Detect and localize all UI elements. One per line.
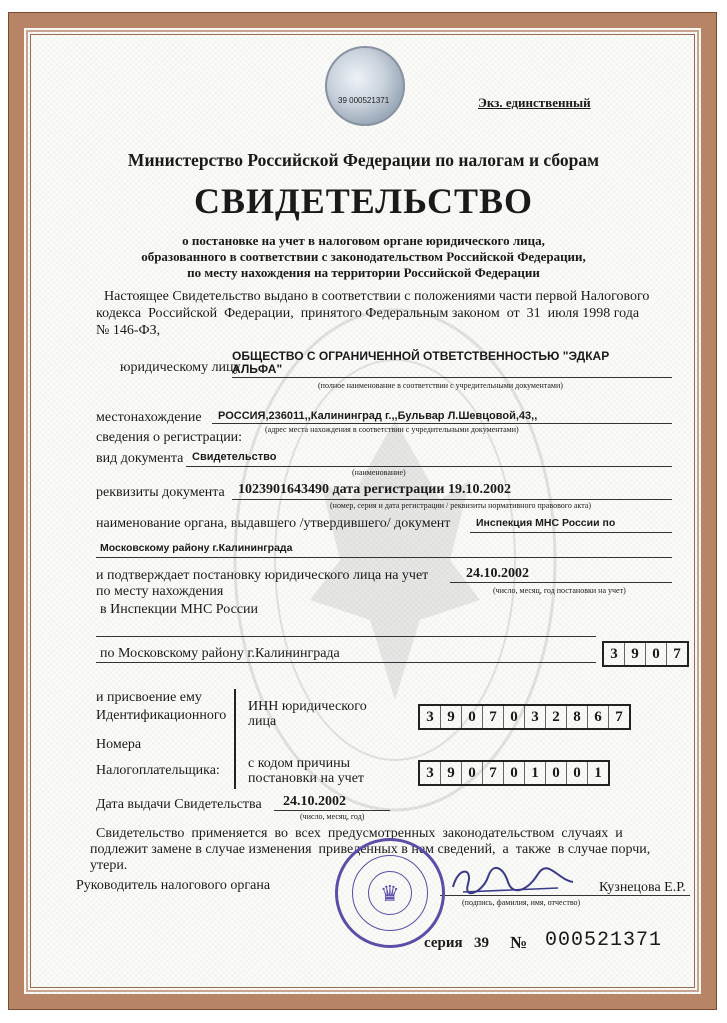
entity-name-line2: АЛЬФА" — [232, 362, 283, 376]
eagle-emblem-icon: ♛ — [380, 881, 400, 906]
confirm-line-2: по месту нахождения — [96, 584, 224, 599]
number-sign: № — [510, 933, 528, 952]
kpp-digit: 3 — [420, 762, 441, 784]
inn-digit: 9 — [441, 706, 462, 728]
kpp-digit: 9 — [441, 762, 462, 784]
signature-name: Кузнецова Е.Р. — [599, 880, 686, 895]
kpp-digit: 1 — [594, 765, 602, 781]
entity-label: юридическому лицу — [120, 360, 241, 375]
inspection-underline-1 — [96, 636, 596, 637]
entity-name — [232, 350, 609, 376]
inn-digit: 7 — [483, 706, 504, 728]
series-number: 39 — [474, 935, 489, 951]
code-digit: 7 — [673, 646, 681, 662]
inn-label-line: лица — [248, 714, 277, 729]
location-caption: (адрес места нахождения в соответствии с учредительными документами) — [265, 425, 519, 434]
series-label: серия — [424, 935, 463, 951]
kpp-digit: 0 — [462, 762, 483, 784]
doc-type-value: Свидетельство — [192, 451, 277, 463]
kpp-label — [248, 756, 364, 786]
details-value: 1023901643490 дата регистрации 19.10.2002 — [238, 482, 511, 497]
authority-underline-1 — [470, 532, 672, 533]
assign-line-3: Номера — [96, 737, 142, 752]
confirm-date: 24.10.2002 — [466, 566, 529, 581]
closing-line: утери. — [90, 858, 128, 873]
signature-caption: (подпись, фамилия, имя, отчество) — [462, 898, 581, 907]
entity-underline — [232, 377, 672, 378]
subtitle-line: по месту нахождения на территории Российской Федерации — [187, 265, 540, 280]
subtitle-line: образованного в соответствии с законодательством Российской Федерации, — [141, 249, 586, 264]
inn-digit: 3 — [525, 706, 546, 728]
intro-line: Настоящее Свидетельство выдано в соответствии с положениями части первой Налогового — [104, 289, 650, 304]
inspection-underline-2 — [96, 662, 596, 663]
inn-digit: 7 — [615, 709, 623, 725]
kpp-digit: 0 — [567, 762, 588, 784]
code-digit: 9 — [625, 643, 646, 665]
entity-caption: (полное наименование в соответствии с учредительными документами) — [318, 381, 563, 390]
issue-caption: (число, месяц, год) — [300, 812, 365, 821]
code-digit: 0 — [646, 643, 667, 665]
confirm-date-underline — [450, 582, 672, 583]
kpp-digit: 0 — [546, 762, 567, 784]
issue-date: 24.10.2002 — [283, 794, 346, 809]
emblem-watermark-icon — [230, 300, 560, 820]
closing-line: Свидетельство применяется во всех предусмотренных законодательством случаях и — [96, 826, 623, 841]
inspection-code-box — [602, 641, 689, 667]
kpp-label-line: постановки на учет — [248, 771, 365, 786]
hologram-sticker — [325, 46, 405, 126]
details-caption: (номер, серия и дата регистрации / реквизиты нормативного правового акта) — [330, 501, 592, 510]
inspection-line-1: в Инспекции МНС России — [100, 602, 259, 617]
inspection-line-2: по Московскому району г.Калининграда — [100, 646, 340, 661]
details-underline — [232, 499, 672, 500]
inn-digit: 6 — [588, 706, 609, 728]
assign-line-1: и присвоение ему — [96, 690, 202, 705]
doc-type-label: вид документа — [96, 451, 184, 466]
page-title: СВИДЕТЕЛЬСТВО — [193, 181, 534, 221]
subtitle-line: о постановке на учет в налоговом органе юридического лица, — [182, 233, 545, 248]
assign-line-2: Идентификационного — [96, 708, 227, 723]
authority-value-2: Московскому району г.Калининграда — [100, 542, 293, 554]
inn-digit: 0 — [462, 706, 483, 728]
inn-digit: 2 — [546, 706, 567, 728]
intro-text — [96, 288, 649, 339]
inn-digit: 8 — [567, 706, 588, 728]
doc-type-underline — [186, 466, 672, 467]
inn-label — [248, 699, 367, 729]
inn-divider — [234, 689, 236, 789]
authority-underline-2 — [96, 557, 672, 558]
official-seal — [335, 838, 445, 948]
copy-note: Экз. единственный — [478, 95, 591, 110]
serial-number: 000521371 — [545, 929, 663, 952]
code-digit: 3 — [604, 643, 625, 665]
intro-line: кодекса Российской Федерации, принятого Федеральным законом от 31 июля 1998 года — [96, 306, 640, 321]
location-label: местонахождение — [96, 410, 202, 425]
kpp-digit: 7 — [483, 762, 504, 784]
inn-digit: 3 — [420, 706, 441, 728]
issue-underline — [274, 810, 390, 811]
location-underline — [212, 423, 672, 424]
inn-box — [418, 704, 631, 730]
assign-line-4: Налогоплательщика: — [96, 763, 220, 778]
authority-value-1: Инспекция МНС России по — [476, 517, 616, 529]
kpp-digit: 1 — [525, 762, 546, 784]
handwritten-signature-icon — [448, 862, 578, 902]
kpp-box — [418, 760, 610, 786]
confirm-line-1: и подтверждает постановку юридического лица на учет — [96, 568, 429, 583]
inn-label-line: ИНН юридического — [248, 699, 367, 714]
entity-name-line1: ОБЩЕСТВО С ОГРАНИЧЕННОЙ ОТВЕТСТВЕННОСТЬЮ "ЭДКАР — [232, 349, 610, 363]
closing-line: подлежит замене в случае изменения приведенных в нем сведений, а также в случае порчи, — [90, 842, 651, 857]
confirm-date-caption: (число, месяц, год постановки на учет) — [493, 586, 626, 595]
location-value: РОССИЯ,236011,,Калининград г.,,Бульвар Л.Шевцовой,43,, — [218, 410, 538, 422]
signature-label: Руководитель налогового органа — [76, 878, 271, 893]
intro-line: № 146-ФЗ, — [96, 323, 161, 338]
details-label: реквизиты документа — [96, 485, 225, 500]
issue-label: Дата выдачи Свидетельства — [96, 797, 262, 812]
kpp-label-line: с кодом причины — [248, 756, 351, 771]
subtitle — [0, 233, 727, 281]
ministry-name: Министерство Российской Федерации по налогам и сборам — [127, 150, 600, 170]
hologram-number: 39 000521371 — [338, 96, 390, 105]
authority-label: наименование органа, выдавшего /утвердившего/ документ — [96, 516, 451, 531]
registration-label: сведения о регистрации: — [96, 430, 243, 445]
kpp-digit: 0 — [504, 762, 525, 784]
inn-digit: 0 — [504, 706, 525, 728]
doc-type-caption: (наименование) — [352, 468, 406, 477]
